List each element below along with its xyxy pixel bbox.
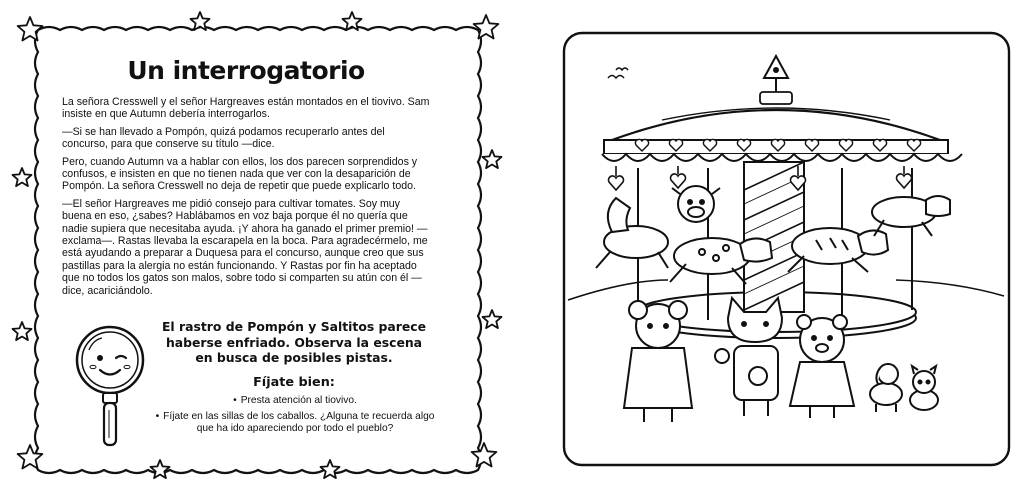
tip-text: Presta atención al tiovivo. — [240, 395, 357, 406]
cat-character — [910, 366, 938, 410]
tips-heading: Fíjate bien: — [253, 375, 335, 390]
star-icon — [483, 150, 502, 168]
roof-hearts — [635, 139, 920, 151]
star-icon — [13, 168, 32, 186]
page-title: Un interrogatorio — [127, 56, 365, 85]
mouse-character — [624, 301, 692, 422]
bullet: • — [155, 411, 160, 423]
tip-text: Fíjate en las sillas de los caballos. ¿Alguna te recuerda algo que ha ido apareciendo por todo el pueblo? — [163, 411, 435, 435]
story-paragraph: —El señor Hargreaves me pidió consejo para cultivar tomates. Soy muy buena en eso, ¿sabes? Hablábamos en voz baja porque él no quería que nadie supiera que necesitaba ayuda. ¡Y ahora ha ganado el primer premio! —exclama—. Rastas llevaba la escarapela en la boca. Para agradecérmelo, me está ayudando a preparar a Duquesa para el concurso, aunque creo que sus pastillas para la alergia no están funcionando. Y Rastas por fin ha aceptado que no todos los gatos son malos, sobre todo si comparten su atún con él —dice, acariciándolo. — [62, 197, 428, 297]
tip-item — [150, 411, 440, 435]
carousel-illustration — [512, 0, 1024, 488]
bullet: • — [233, 395, 237, 406]
magnifying-glass-character-icon — [72, 322, 148, 452]
activity-prompt: El rastro de Pompón y Saltitos parece haberse enfriado. Observa la escena en busca de posibles pistas. — [161, 319, 427, 365]
tip-item — [150, 395, 440, 407]
star-icon — [483, 310, 502, 328]
tips-list — [150, 395, 440, 440]
star-icon — [321, 460, 340, 478]
star-icon — [13, 322, 32, 340]
story-paragraph: —Si se han llevado a Pompón, quizá podamos recuperarlo antes del concurso, para que conserve su título —dice. — [62, 125, 385, 151]
story-text — [62, 96, 432, 302]
star-icon — [151, 460, 170, 478]
star-icon — [474, 15, 499, 39]
story-paragraph: La señora Cresswell y el señor Hargreaves están montados en el tiovivo. Sam insiste en que Autumn debería interrogarlos. — [62, 96, 430, 121]
story-paragraph: Pero, cuando Autumn va a hablar con ellos, los dos parecen sorprendidos y confusos, e insisten en que no tienen nada que ver con la desaparición de Pompón. La señora Cresswell no deja de repetir que puede explicarlo todo. — [62, 155, 418, 193]
right-page — [512, 0, 1024, 488]
star-icon — [472, 443, 497, 467]
star-icon — [18, 17, 43, 41]
